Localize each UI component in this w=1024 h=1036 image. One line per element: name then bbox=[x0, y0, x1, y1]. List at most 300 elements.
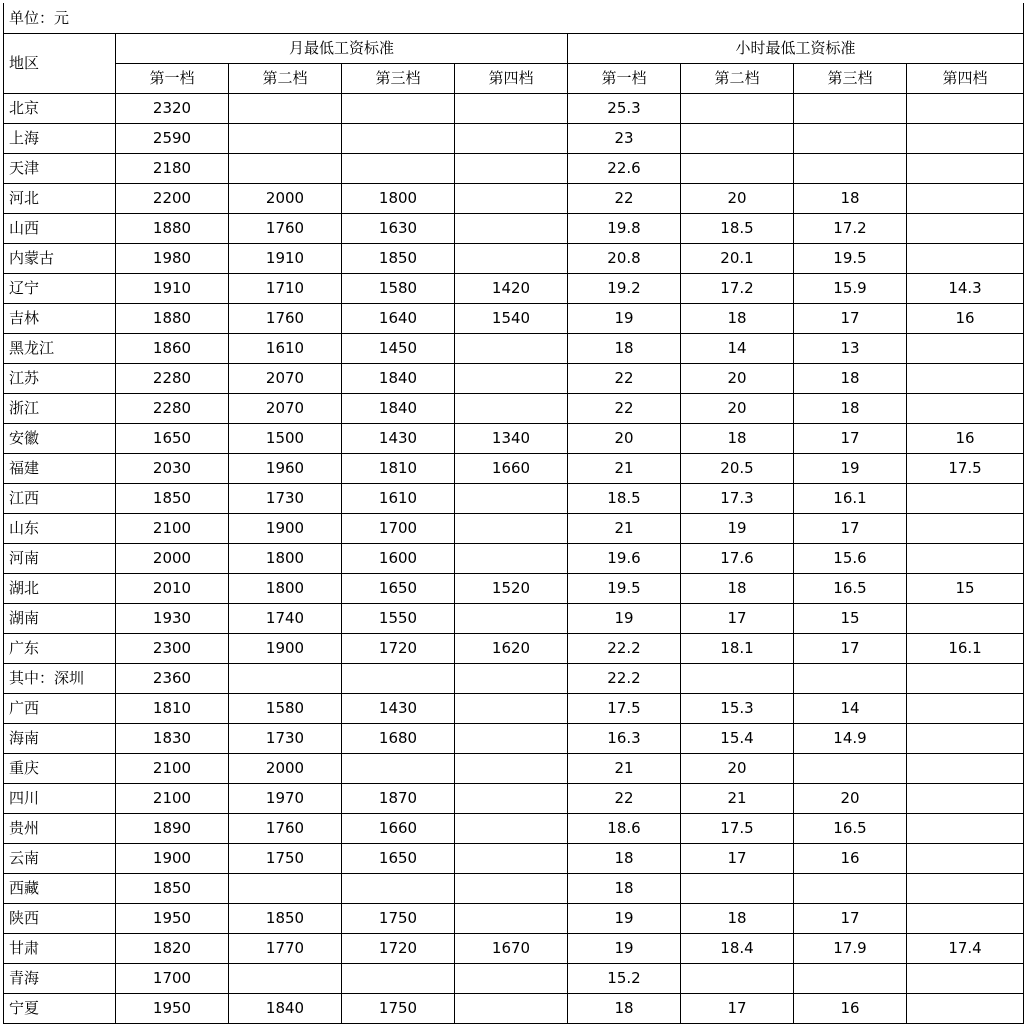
hourly-wage-cell bbox=[907, 814, 1024, 844]
region-cell: 湖北 bbox=[4, 574, 116, 604]
hourly-wage-cell: 20 bbox=[681, 394, 794, 424]
hourly-wage-cell: 19.8 bbox=[568, 214, 681, 244]
monthly-wage-cell bbox=[342, 664, 455, 694]
monthly-wage-cell: 1700 bbox=[342, 514, 455, 544]
group-header-row bbox=[4, 34, 1024, 64]
monthly-wage-cell: 1760 bbox=[229, 214, 342, 244]
hourly-wage-cell: 17.2 bbox=[681, 274, 794, 304]
hourly-wage-cell: 20.1 bbox=[681, 244, 794, 274]
hourly-wage-cell: 19 bbox=[568, 304, 681, 334]
hourly-wage-cell bbox=[907, 154, 1024, 184]
monthly-wage-cell: 1830 bbox=[116, 724, 229, 754]
monthly-wage-cell: 2000 bbox=[229, 754, 342, 784]
hourly-wage-cell: 15.2 bbox=[568, 964, 681, 994]
tier-header: 第一档 bbox=[116, 64, 229, 94]
table-row bbox=[4, 634, 1024, 664]
monthly-wage-cell: 1770 bbox=[229, 934, 342, 964]
monthly-wage-cell bbox=[342, 964, 455, 994]
hourly-wage-cell: 17 bbox=[794, 634, 907, 664]
table-row bbox=[4, 934, 1024, 964]
hourly-wage-cell: 22 bbox=[568, 784, 681, 814]
monthly-wage-cell bbox=[455, 604, 568, 634]
region-cell: 其中：深圳 bbox=[4, 664, 116, 694]
hourly-wage-cell bbox=[907, 124, 1024, 154]
table-row bbox=[4, 754, 1024, 784]
region-cell: 河南 bbox=[4, 544, 116, 574]
monthly-wage-cell bbox=[229, 664, 342, 694]
hourly-wage-cell: 17.2 bbox=[794, 214, 907, 244]
hourly-wage-cell bbox=[907, 994, 1024, 1024]
monthly-wage-cell bbox=[229, 124, 342, 154]
monthly-wage-cell: 1610 bbox=[229, 334, 342, 364]
table-row bbox=[4, 604, 1024, 634]
hourly-wage-cell bbox=[907, 394, 1024, 424]
monthly-wage-cell bbox=[455, 184, 568, 214]
hourly-wage-cell bbox=[794, 664, 907, 694]
table-body bbox=[4, 3, 1024, 1024]
monthly-wage-cell: 1620 bbox=[455, 634, 568, 664]
hourly-wage-cell bbox=[907, 484, 1024, 514]
hourly-wage-cell: 19 bbox=[568, 934, 681, 964]
hourly-wage-cell bbox=[681, 154, 794, 184]
monthly-wage-cell: 1540 bbox=[455, 304, 568, 334]
hourly-wage-cell: 16 bbox=[907, 424, 1024, 454]
region-cell: 吉林 bbox=[4, 304, 116, 334]
unit-row bbox=[4, 3, 1024, 34]
monthly-wage-cell bbox=[229, 94, 342, 124]
table-row bbox=[4, 154, 1024, 184]
hourly-wage-cell: 18 bbox=[681, 574, 794, 604]
region-cell: 天津 bbox=[4, 154, 116, 184]
table-row bbox=[4, 334, 1024, 364]
hourly-wage-cell: 18 bbox=[568, 844, 681, 874]
minimum-wage-table bbox=[3, 3, 1024, 1024]
monthly-wage-cell: 2200 bbox=[116, 184, 229, 214]
region-cell: 云南 bbox=[4, 844, 116, 874]
monthly-wage-cell bbox=[455, 844, 568, 874]
monthly-wage-cell: 2360 bbox=[116, 664, 229, 694]
tier-header: 第三档 bbox=[794, 64, 907, 94]
tier-header: 第四档 bbox=[455, 64, 568, 94]
hourly-wage-cell: 20 bbox=[681, 184, 794, 214]
monthly-wage-cell: 1520 bbox=[455, 574, 568, 604]
hourly-wage-cell: 18 bbox=[568, 334, 681, 364]
hourly-wage-cell: 14.3 bbox=[907, 274, 1024, 304]
monthly-wage-cell: 1420 bbox=[455, 274, 568, 304]
monthly-wage-cell bbox=[455, 754, 568, 784]
hourly-wage-cell bbox=[794, 964, 907, 994]
hourly-wage-cell: 17.3 bbox=[681, 484, 794, 514]
monthly-wage-cell: 1850 bbox=[229, 904, 342, 934]
hourly-wage-cell: 18 bbox=[794, 184, 907, 214]
monthly-wage-cell: 1900 bbox=[229, 514, 342, 544]
hourly-wage-cell: 18.1 bbox=[681, 634, 794, 664]
monthly-wage-cell bbox=[342, 124, 455, 154]
table-row bbox=[4, 874, 1024, 904]
hourly-wage-cell bbox=[907, 514, 1024, 544]
hourly-wage-cell: 16.1 bbox=[794, 484, 907, 514]
hourly-wage-cell bbox=[907, 184, 1024, 214]
region-cell: 浙江 bbox=[4, 394, 116, 424]
monthly-wage-cell: 2100 bbox=[116, 784, 229, 814]
hourly-wage-cell bbox=[907, 874, 1024, 904]
hourly-wage-cell: 16.3 bbox=[568, 724, 681, 754]
hourly-wage-cell: 18.5 bbox=[681, 214, 794, 244]
hourly-wage-cell: 18.6 bbox=[568, 814, 681, 844]
monthly-wage-cell: 1580 bbox=[229, 694, 342, 724]
monthly-wage-cell: 1930 bbox=[116, 604, 229, 634]
hourly-wage-cell: 22 bbox=[568, 184, 681, 214]
monthly-wage-cell: 1650 bbox=[342, 574, 455, 604]
monthly-wage-cell: 1760 bbox=[229, 814, 342, 844]
hourly-wage-cell: 15.6 bbox=[794, 544, 907, 574]
region-cell: 四川 bbox=[4, 784, 116, 814]
hourly-wage-cell bbox=[681, 664, 794, 694]
hourly-wage-cell bbox=[907, 694, 1024, 724]
tier-header: 第四档 bbox=[907, 64, 1024, 94]
hourly-wage-cell: 20 bbox=[794, 784, 907, 814]
hourly-wage-cell: 18 bbox=[568, 874, 681, 904]
table-row bbox=[4, 784, 1024, 814]
monthly-wage-cell: 1850 bbox=[116, 874, 229, 904]
monthly-wage-cell: 2320 bbox=[116, 94, 229, 124]
hourly-wage-cell: 17.5 bbox=[907, 454, 1024, 484]
monthly-wage-cell bbox=[229, 874, 342, 904]
monthly-wage-cell: 1800 bbox=[229, 574, 342, 604]
region-cell: 江苏 bbox=[4, 364, 116, 394]
table-row bbox=[4, 814, 1024, 844]
region-cell: 北京 bbox=[4, 94, 116, 124]
hourly-wage-cell bbox=[907, 334, 1024, 364]
tier-header: 第一档 bbox=[568, 64, 681, 94]
hourly-wage-cell: 25.3 bbox=[568, 94, 681, 124]
hourly-wage-cell: 21 bbox=[568, 454, 681, 484]
monthly-wage-cell: 1880 bbox=[116, 304, 229, 334]
region-cell: 重庆 bbox=[4, 754, 116, 784]
monthly-standard-header: 月最低工资标准 bbox=[116, 34, 568, 64]
monthly-wage-cell: 1610 bbox=[342, 484, 455, 514]
monthly-wage-cell: 1850 bbox=[342, 244, 455, 274]
hourly-wage-cell: 20 bbox=[681, 754, 794, 784]
hourly-wage-cell: 17.9 bbox=[794, 934, 907, 964]
unit-label: 单位：元 bbox=[4, 3, 1024, 34]
hourly-wage-cell: 17 bbox=[681, 604, 794, 634]
hourly-wage-cell: 17 bbox=[794, 304, 907, 334]
table-row bbox=[4, 124, 1024, 154]
monthly-wage-cell bbox=[455, 544, 568, 574]
hourly-wage-cell bbox=[907, 214, 1024, 244]
monthly-wage-cell: 1820 bbox=[116, 934, 229, 964]
hourly-wage-cell: 17 bbox=[794, 904, 907, 934]
monthly-wage-cell bbox=[455, 94, 568, 124]
hourly-wage-cell bbox=[794, 124, 907, 154]
monthly-wage-cell bbox=[455, 904, 568, 934]
monthly-wage-cell bbox=[229, 154, 342, 184]
hourly-wage-cell: 18.5 bbox=[568, 484, 681, 514]
monthly-wage-cell: 1650 bbox=[116, 424, 229, 454]
monthly-wage-cell: 2000 bbox=[116, 544, 229, 574]
monthly-wage-cell bbox=[342, 754, 455, 784]
monthly-wage-cell: 2010 bbox=[116, 574, 229, 604]
monthly-wage-cell bbox=[455, 334, 568, 364]
hourly-wage-cell: 18 bbox=[794, 394, 907, 424]
region-cell: 上海 bbox=[4, 124, 116, 154]
monthly-wage-cell: 1720 bbox=[342, 934, 455, 964]
hourly-wage-cell: 21 bbox=[568, 514, 681, 544]
hourly-wage-cell: 19.2 bbox=[568, 274, 681, 304]
table-row bbox=[4, 544, 1024, 574]
monthly-wage-cell bbox=[455, 964, 568, 994]
hourly-wage-cell: 16.1 bbox=[907, 634, 1024, 664]
monthly-wage-cell bbox=[455, 694, 568, 724]
monthly-wage-cell bbox=[455, 724, 568, 754]
hourly-wage-cell: 21 bbox=[681, 784, 794, 814]
region-cell: 陕西 bbox=[4, 904, 116, 934]
monthly-wage-cell: 1890 bbox=[116, 814, 229, 844]
region-cell: 广东 bbox=[4, 634, 116, 664]
monthly-wage-cell: 1950 bbox=[116, 994, 229, 1024]
hourly-wage-cell bbox=[681, 124, 794, 154]
monthly-wage-cell: 1950 bbox=[116, 904, 229, 934]
region-column-header: 地区 bbox=[4, 34, 116, 94]
monthly-wage-cell: 2100 bbox=[116, 754, 229, 784]
table-row bbox=[4, 364, 1024, 394]
monthly-wage-cell: 1810 bbox=[342, 454, 455, 484]
hourly-wage-cell: 15.4 bbox=[681, 724, 794, 754]
table-row bbox=[4, 664, 1024, 694]
monthly-wage-cell: 1660 bbox=[342, 814, 455, 844]
monthly-wage-cell bbox=[455, 514, 568, 544]
region-cell: 河北 bbox=[4, 184, 116, 214]
table-row bbox=[4, 214, 1024, 244]
table-row bbox=[4, 724, 1024, 754]
monthly-wage-cell: 2030 bbox=[116, 454, 229, 484]
tier-header: 第二档 bbox=[681, 64, 794, 94]
monthly-wage-cell bbox=[229, 964, 342, 994]
hourly-wage-cell bbox=[794, 874, 907, 904]
monthly-wage-cell: 1730 bbox=[229, 484, 342, 514]
table-row bbox=[4, 844, 1024, 874]
monthly-wage-cell bbox=[455, 394, 568, 424]
monthly-wage-cell bbox=[455, 784, 568, 814]
monthly-wage-cell: 2300 bbox=[116, 634, 229, 664]
hourly-wage-cell: 14 bbox=[681, 334, 794, 364]
table-row bbox=[4, 574, 1024, 604]
region-cell: 山东 bbox=[4, 514, 116, 544]
monthly-wage-cell: 1970 bbox=[229, 784, 342, 814]
monthly-wage-cell: 1880 bbox=[116, 214, 229, 244]
region-cell: 广西 bbox=[4, 694, 116, 724]
monthly-wage-cell: 1580 bbox=[342, 274, 455, 304]
monthly-wage-cell: 1700 bbox=[116, 964, 229, 994]
hourly-wage-cell: 20 bbox=[681, 364, 794, 394]
monthly-wage-cell bbox=[455, 874, 568, 904]
hourly-wage-cell: 14 bbox=[794, 694, 907, 724]
hourly-wage-cell: 17 bbox=[681, 844, 794, 874]
monthly-wage-cell bbox=[342, 874, 455, 904]
monthly-wage-cell: 1500 bbox=[229, 424, 342, 454]
monthly-wage-cell: 2070 bbox=[229, 394, 342, 424]
hourly-wage-cell bbox=[907, 364, 1024, 394]
monthly-wage-cell: 1550 bbox=[342, 604, 455, 634]
region-cell: 海南 bbox=[4, 724, 116, 754]
region-cell: 贵州 bbox=[4, 814, 116, 844]
region-cell: 安徽 bbox=[4, 424, 116, 454]
hourly-wage-cell bbox=[681, 964, 794, 994]
hourly-wage-cell bbox=[907, 94, 1024, 124]
hourly-wage-cell bbox=[907, 844, 1024, 874]
hourly-wage-cell: 19.5 bbox=[568, 574, 681, 604]
hourly-wage-cell: 19 bbox=[794, 454, 907, 484]
monthly-wage-cell: 1670 bbox=[455, 934, 568, 964]
table-row bbox=[4, 394, 1024, 424]
monthly-wage-cell bbox=[455, 214, 568, 244]
hourly-wage-cell bbox=[907, 904, 1024, 934]
hourly-wage-cell: 17.6 bbox=[681, 544, 794, 574]
hourly-wage-cell: 18.4 bbox=[681, 934, 794, 964]
tier-header: 第二档 bbox=[229, 64, 342, 94]
monthly-wage-cell: 1730 bbox=[229, 724, 342, 754]
table-row bbox=[4, 904, 1024, 934]
hourly-wage-cell bbox=[907, 754, 1024, 784]
monthly-wage-cell: 1840 bbox=[342, 364, 455, 394]
hourly-wage-cell: 20.5 bbox=[681, 454, 794, 484]
hourly-wage-cell: 13 bbox=[794, 334, 907, 364]
hourly-wage-cell: 19.6 bbox=[568, 544, 681, 574]
monthly-wage-cell: 2000 bbox=[229, 184, 342, 214]
table-row bbox=[4, 964, 1024, 994]
hourly-wage-cell: 23 bbox=[568, 124, 681, 154]
monthly-wage-cell bbox=[455, 814, 568, 844]
hourly-wage-cell: 17 bbox=[681, 994, 794, 1024]
region-cell: 江西 bbox=[4, 484, 116, 514]
monthly-wage-cell: 1740 bbox=[229, 604, 342, 634]
table-row bbox=[4, 424, 1024, 454]
hourly-wage-cell: 19 bbox=[568, 904, 681, 934]
region-cell: 福建 bbox=[4, 454, 116, 484]
hourly-wage-cell bbox=[907, 724, 1024, 754]
monthly-wage-cell bbox=[455, 244, 568, 274]
monthly-wage-cell: 1910 bbox=[116, 274, 229, 304]
region-cell: 青海 bbox=[4, 964, 116, 994]
monthly-wage-cell: 1900 bbox=[229, 634, 342, 664]
hourly-wage-cell: 18 bbox=[681, 904, 794, 934]
region-cell: 山西 bbox=[4, 214, 116, 244]
hourly-wage-cell: 16 bbox=[794, 844, 907, 874]
monthly-wage-cell: 1850 bbox=[116, 484, 229, 514]
hourly-wage-cell: 18 bbox=[568, 994, 681, 1024]
table-row bbox=[4, 484, 1024, 514]
region-cell: 甘肃 bbox=[4, 934, 116, 964]
monthly-wage-cell: 1430 bbox=[342, 424, 455, 454]
monthly-wage-cell: 1760 bbox=[229, 304, 342, 334]
hourly-wage-cell: 15.9 bbox=[794, 274, 907, 304]
monthly-wage-cell: 1450 bbox=[342, 334, 455, 364]
hourly-wage-cell: 19.5 bbox=[794, 244, 907, 274]
region-cell: 宁夏 bbox=[4, 994, 116, 1024]
monthly-wage-cell: 1340 bbox=[455, 424, 568, 454]
hourly-wage-cell: 22.2 bbox=[568, 664, 681, 694]
hourly-wage-cell: 22.6 bbox=[568, 154, 681, 184]
hourly-wage-cell: 16 bbox=[794, 994, 907, 1024]
table-row bbox=[4, 184, 1024, 214]
hourly-wage-cell: 19 bbox=[681, 514, 794, 544]
monthly-wage-cell: 2280 bbox=[116, 364, 229, 394]
table-row bbox=[4, 304, 1024, 334]
monthly-wage-cell bbox=[455, 994, 568, 1024]
hourly-wage-cell: 19 bbox=[568, 604, 681, 634]
monthly-wage-cell bbox=[455, 484, 568, 514]
table-row bbox=[4, 274, 1024, 304]
monthly-wage-cell: 1960 bbox=[229, 454, 342, 484]
monthly-wage-cell: 1750 bbox=[342, 904, 455, 934]
table-row bbox=[4, 994, 1024, 1024]
monthly-wage-cell: 1430 bbox=[342, 694, 455, 724]
monthly-wage-cell: 2180 bbox=[116, 154, 229, 184]
hourly-wage-cell bbox=[907, 544, 1024, 574]
hourly-wage-cell: 18 bbox=[681, 424, 794, 454]
hourly-wage-cell: 22 bbox=[568, 394, 681, 424]
monthly-wage-cell: 1750 bbox=[229, 844, 342, 874]
monthly-wage-cell: 1900 bbox=[116, 844, 229, 874]
monthly-wage-cell: 1800 bbox=[342, 184, 455, 214]
hourly-wage-cell bbox=[681, 94, 794, 124]
table-row bbox=[4, 694, 1024, 724]
monthly-wage-cell bbox=[455, 364, 568, 394]
hourly-wage-cell: 20.8 bbox=[568, 244, 681, 274]
hourly-wage-cell: 17 bbox=[794, 514, 907, 544]
monthly-wage-cell: 1870 bbox=[342, 784, 455, 814]
monthly-wage-cell: 1640 bbox=[342, 304, 455, 334]
hourly-wage-cell: 15 bbox=[907, 574, 1024, 604]
hourly-wage-cell: 21 bbox=[568, 754, 681, 784]
monthly-wage-cell: 1680 bbox=[342, 724, 455, 754]
monthly-wage-cell bbox=[455, 124, 568, 154]
monthly-wage-cell: 2590 bbox=[116, 124, 229, 154]
hourly-wage-cell: 17.5 bbox=[568, 694, 681, 724]
monthly-wage-cell: 1980 bbox=[116, 244, 229, 274]
monthly-wage-cell: 1910 bbox=[229, 244, 342, 274]
monthly-wage-cell: 1710 bbox=[229, 274, 342, 304]
monthly-wage-cell: 1800 bbox=[229, 544, 342, 574]
region-cell: 黑龙江 bbox=[4, 334, 116, 364]
monthly-wage-cell: 2280 bbox=[116, 394, 229, 424]
monthly-wage-cell bbox=[455, 154, 568, 184]
hourly-wage-cell: 14.9 bbox=[794, 724, 907, 754]
monthly-wage-cell: 1630 bbox=[342, 214, 455, 244]
table-row bbox=[4, 244, 1024, 274]
monthly-wage-cell: 1750 bbox=[342, 994, 455, 1024]
hourly-wage-cell: 16.5 bbox=[794, 574, 907, 604]
monthly-wage-cell: 1840 bbox=[229, 994, 342, 1024]
hourly-wage-cell: 15.3 bbox=[681, 694, 794, 724]
tier-header-row bbox=[4, 64, 1024, 94]
monthly-wage-cell bbox=[455, 664, 568, 694]
hourly-wage-cell bbox=[907, 784, 1024, 814]
monthly-wage-cell: 2100 bbox=[116, 514, 229, 544]
hourly-wage-cell: 15 bbox=[794, 604, 907, 634]
monthly-wage-cell: 1600 bbox=[342, 544, 455, 574]
hourly-wage-cell: 16.5 bbox=[794, 814, 907, 844]
hourly-wage-cell bbox=[907, 244, 1024, 274]
table-row bbox=[4, 454, 1024, 484]
monthly-wage-cell: 2070 bbox=[229, 364, 342, 394]
monthly-wage-cell: 1840 bbox=[342, 394, 455, 424]
hourly-wage-cell: 18 bbox=[794, 364, 907, 394]
hourly-standard-header: 小时最低工资标准 bbox=[568, 34, 1024, 64]
monthly-wage-cell: 1860 bbox=[116, 334, 229, 364]
hourly-wage-cell bbox=[907, 664, 1024, 694]
